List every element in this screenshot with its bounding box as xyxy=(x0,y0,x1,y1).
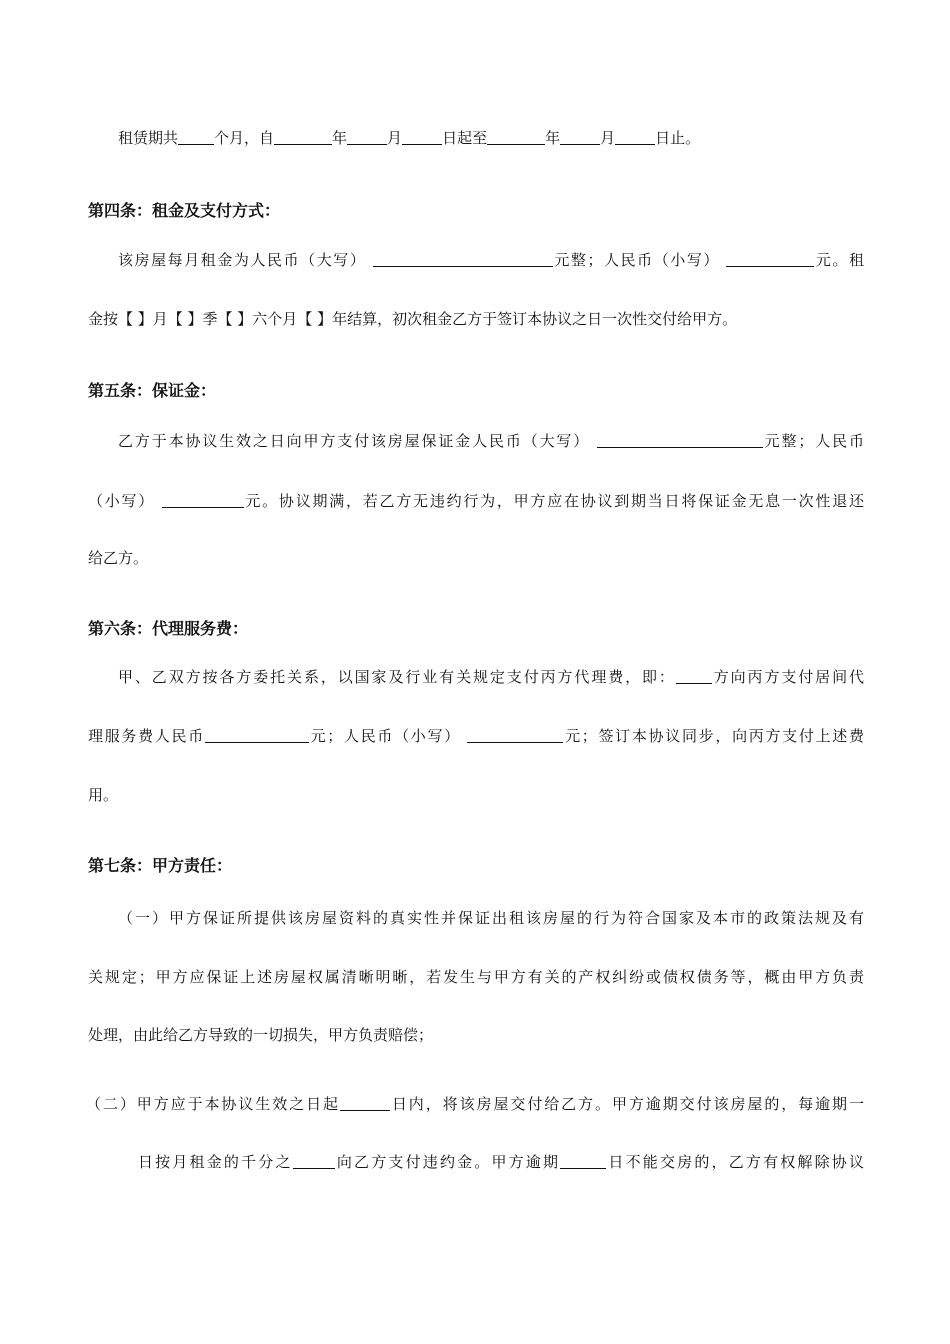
article-6-line-1: 甲、乙双方按各方委托关系，以国家及行业有关规定支付丙方代理费，即： 方向丙方支付居间代 xyxy=(118,668,864,686)
blank-start-day[interactable] xyxy=(402,129,442,145)
blank-payer-party[interactable] xyxy=(676,668,712,684)
blank-end-day[interactable] xyxy=(615,129,655,145)
article-5-line-1: 乙方于本协议生效之日向甲方支付该房屋保证金人民币（大写） 元整；人民币 xyxy=(118,432,864,450)
blank-end-year[interactable] xyxy=(487,129,545,145)
article-7-p1-line-3: 处理，由此给乙方导致的一切损失，甲方负责赔偿； xyxy=(88,1026,434,1044)
article-7-p2-line-2: 日按月租金的千分之 向乙方支付违约金。甲方逾期 日不能交房的，乙方有权解除协议 xyxy=(138,1153,864,1171)
article-5-heading: 第五条：保证金： xyxy=(88,381,217,400)
blank-deposit-lower[interactable] xyxy=(162,492,244,508)
blank-rent-upper[interactable] xyxy=(373,251,553,267)
blank-fee-lower[interactable] xyxy=(467,727,563,743)
article-7-p1-line-1: （一）甲方保证所提供该房屋资料的真实性并保证出租该房屋的行为符合国家及本市的政策法规及有 xyxy=(118,909,864,927)
article-4-line-2: 金按【 】月【 】季【 】六个月【 】年结算，初次租金乙方于签订本协议之日一次性交付给甲方。 xyxy=(88,310,738,328)
lease-term-line: 租赁期共 个月，自 年 月 日起至 年 月 日止。 xyxy=(118,129,701,147)
article-6-heading: 第六条：代理服务费： xyxy=(88,619,249,638)
blank-delivery-days[interactable] xyxy=(340,1095,390,1111)
article-7-heading: 第七条：甲方责任： xyxy=(88,856,233,875)
article-6-line-3: 用。 xyxy=(88,786,119,804)
blank-deposit-upper[interactable] xyxy=(597,432,763,448)
blank-rent-lower[interactable] xyxy=(726,251,814,267)
article-4-line-1: 该房屋每月租金为人民币（大写） 元整；人民币（小写） 元。租 xyxy=(118,251,864,269)
blank-months[interactable] xyxy=(178,129,214,145)
blank-start-month[interactable] xyxy=(347,129,387,145)
blank-penalty-rate[interactable] xyxy=(293,1153,335,1169)
article-7-p2-line-1: （二）甲方应于本协议生效之日起 日内，将该房屋交付给乙方。甲方逾期交付该房屋的，每逾期一 xyxy=(86,1095,864,1113)
blank-fee-upper[interactable] xyxy=(205,727,309,743)
article-5-line-3: 给乙方。 xyxy=(88,549,149,567)
article-5-line-2: （小写） 元。协议期满，若乙方无违约行为，甲方应在协议到期当日将保证金无息一次性退还 xyxy=(88,492,864,510)
article-6-line-2: 理服务费人民币 元；人民币（小写） 元；签订本协议同步，向丙方支付上述费 xyxy=(88,727,864,745)
article-7-p1-line-2: 关规定；甲方应保证上述房屋权属清晰明晰，若发生与甲方有关的产权纠纷或债权债务等，概由甲方负责 xyxy=(88,968,864,986)
blank-end-month[interactable] xyxy=(560,129,600,145)
blank-start-year[interactable] xyxy=(274,129,332,145)
article-4-heading: 第四条：租金及支付方式： xyxy=(88,201,281,220)
blank-overdue-days[interactable] xyxy=(560,1153,606,1169)
